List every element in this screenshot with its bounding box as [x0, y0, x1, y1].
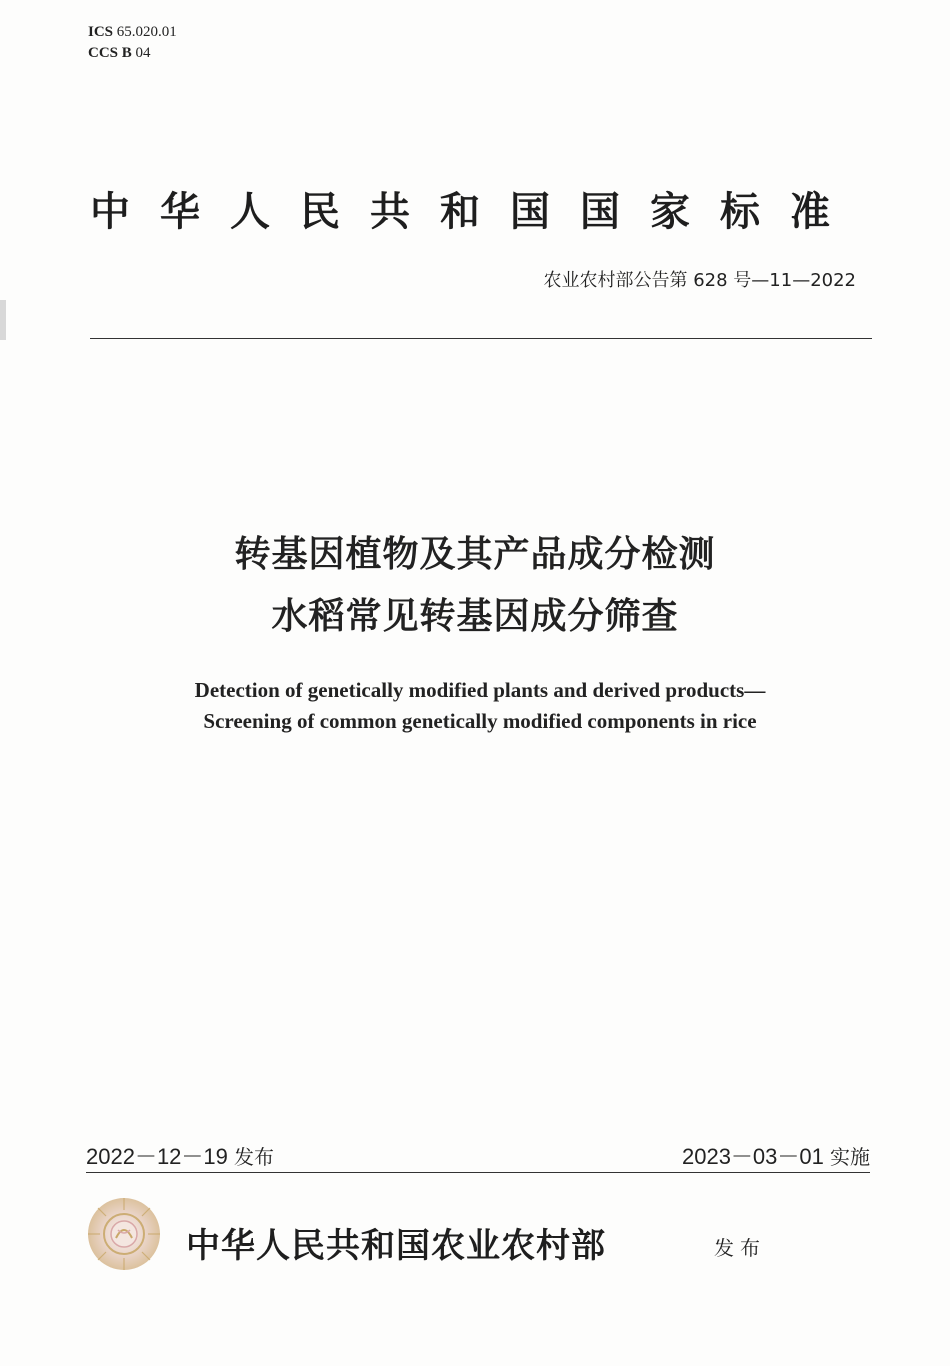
ccs-value: 04 — [135, 45, 151, 61]
ics-prefix: ICS — [88, 24, 114, 40]
national-standard-title: 中华人民共和国国家标准 — [90, 189, 860, 235]
scan-edge-mark — [0, 300, 6, 340]
ics-value: 65.020.01 — [116, 24, 177, 40]
issue-date-value: 2022－12－19 — [86, 1144, 228, 1169]
standard-number: 农业农村部公告第 628 号—11—2022 — [543, 270, 856, 291]
implementation-date-value: 2023－03－01 — [681, 1144, 824, 1169]
issue-date — [86, 1140, 274, 1171]
classification-codes — [88, 22, 177, 64]
ministry-emblem-icon — [86, 1196, 162, 1272]
ccs-prefix: CCS B — [88, 45, 132, 61]
issue-date-label: 发布 — [234, 1145, 275, 1169]
footer-divider — [86, 1172, 870, 1173]
chinese-title-line-1: 转基因植物及其产品成分检测 — [234, 534, 716, 575]
implementation-date — [682, 1140, 870, 1171]
implementation-date-label: 实施 — [830, 1145, 870, 1169]
ministry-name: 中华人民共和国农业农村部 — [186, 1226, 606, 1266]
english-title-line-2: Screening of common genetically modified components in rice — [203, 709, 757, 733]
ccs-code — [88, 43, 177, 64]
chinese-title-line-2: 水稻常见转基因成分筛查 — [271, 596, 679, 637]
publish-label: 发布 — [714, 1236, 766, 1260]
header-divider — [90, 338, 872, 339]
english-title-line-1: Detection of genetically modified plants and derived products— — [194, 678, 766, 702]
ics-code — [88, 22, 177, 43]
